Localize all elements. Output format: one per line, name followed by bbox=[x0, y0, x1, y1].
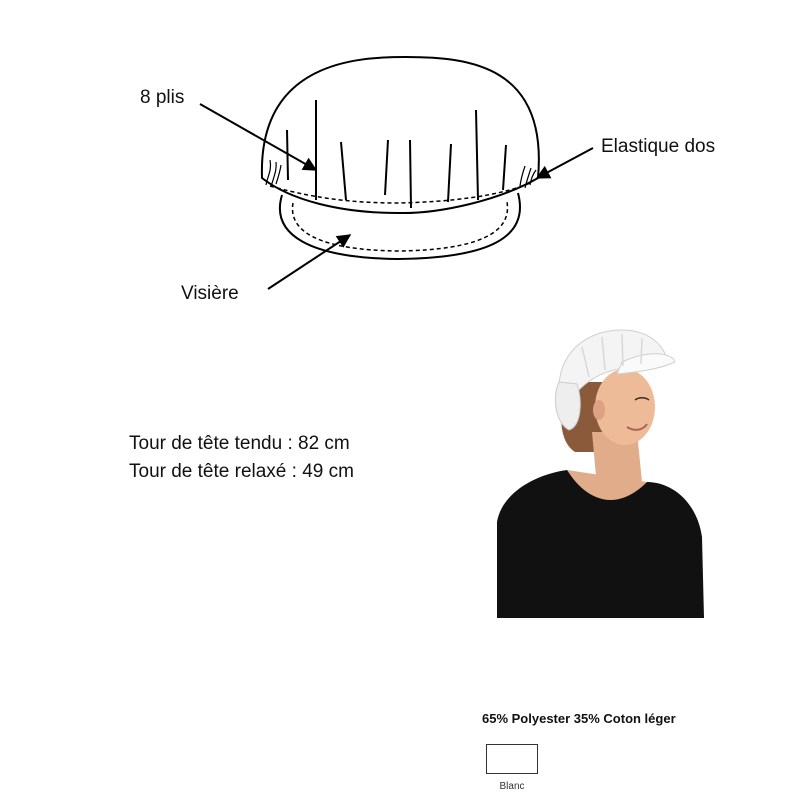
pleats-label: 8 plis bbox=[140, 87, 185, 108]
relaxed-measurement: Tour de tête relaxé : 49 cm bbox=[129, 461, 354, 482]
crown-outline bbox=[262, 57, 539, 213]
fabric-composition: 65% Polyester 35% Coton léger bbox=[482, 711, 676, 726]
color-swatch-label: Blanc bbox=[499, 781, 525, 792]
cap-technical-drawing bbox=[0, 0, 800, 330]
measurements bbox=[129, 430, 354, 486]
model-photo bbox=[497, 322, 704, 618]
visor-label: Visière bbox=[181, 283, 239, 304]
elastic-label: Elastique dos bbox=[601, 136, 716, 157]
color-swatch-blanc[interactable] bbox=[486, 744, 538, 774]
stretched-measurement: Tour de tête tendu : 82 cm bbox=[129, 433, 350, 454]
elastic-arrow bbox=[537, 148, 593, 178]
visor-arrow bbox=[268, 235, 350, 289]
